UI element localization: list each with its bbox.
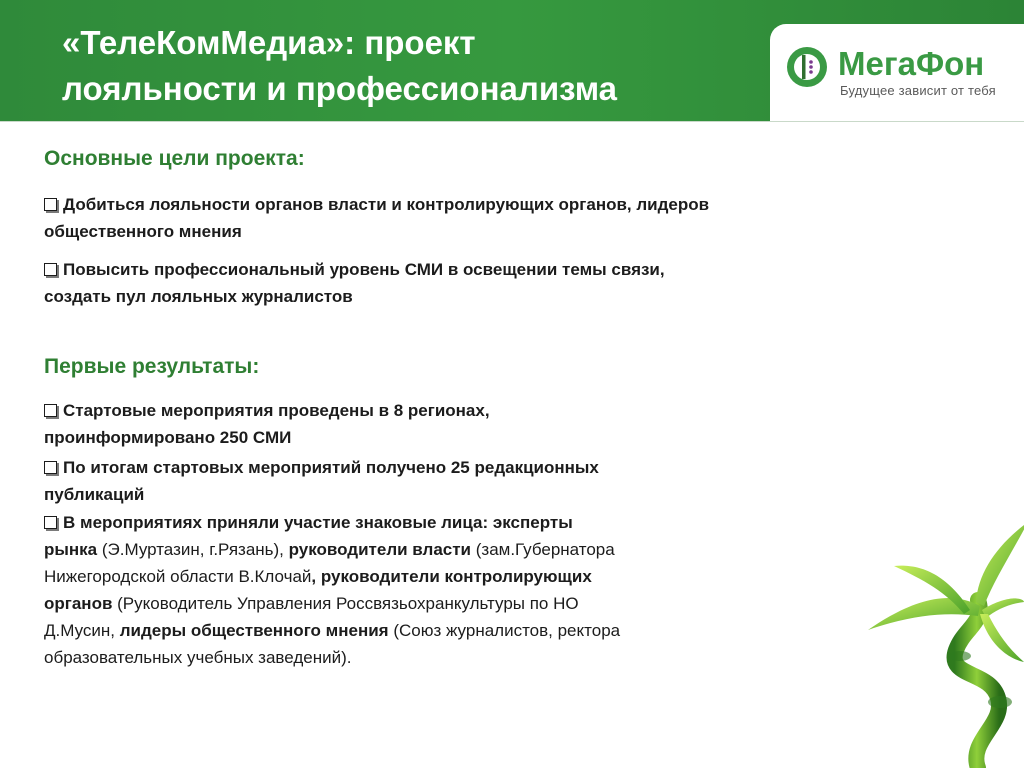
participants-opinion-note: (Союз журналистов, ректора	[388, 621, 621, 640]
participants-market-note: (Э.Муртазин, г.Рязань),	[97, 540, 289, 559]
megafon-logo-icon	[786, 46, 828, 88]
participants-market: рынка	[44, 540, 98, 559]
participants-regulators-name: Д.Мусин,	[44, 621, 120, 640]
result-item-3	[44, 509, 834, 671]
goal-1-line1: Добиться лояльности органов власти и контролирующих органов, лидеров	[63, 195, 710, 214]
goal-item-2	[44, 256, 954, 310]
header-bar	[0, 0, 1024, 122]
participants-intro: В мероприятиях приняли участие знаковые лица: эксперты	[63, 513, 573, 532]
participants-opinion-leaders: лидеры общественного мнения	[119, 621, 389, 640]
slide-title-line2: лояльности и профессионализма	[62, 70, 618, 107]
checkbox-bullet-icon	[44, 198, 57, 211]
slide-title-line1: «ТелеКомМедиа»: проект	[62, 24, 476, 61]
goal-2-line2: создать пул лояльных журналистов	[44, 287, 353, 306]
brand-logo	[770, 24, 1024, 121]
result-1-line2: проинформировано 250 СМИ	[44, 428, 292, 447]
brand-name: МегаФон	[838, 45, 985, 82]
checkbox-bullet-icon	[44, 461, 57, 474]
goal-1-line2: общественного мнения	[44, 222, 242, 241]
goal-item-1	[44, 191, 954, 245]
goals-heading: Основные цели проекта:	[44, 147, 305, 170]
result-2-line1: По итогам стартовых мероприятий получено 25 редакционных	[63, 458, 599, 477]
participants-opinion-note-cont: образовательных учебных заведений).	[44, 648, 352, 667]
participants-authorities: руководители власти	[288, 540, 472, 559]
checkbox-bullet-icon	[44, 516, 57, 529]
bamboo-plant-icon	[828, 510, 1024, 768]
goal-2-line1: Повысить профессиональный уровень СМИ в освещении темы связи,	[63, 260, 665, 279]
checkbox-bullet-icon	[44, 263, 57, 276]
participants-regulators-cont: органов	[44, 594, 113, 613]
result-1-line1: Стартовые мероприятия проведены в 8 регионах,	[63, 401, 490, 420]
brand-slogan: Будущее зависит от тебя	[840, 83, 996, 98]
participants-regulators-note: (Руководитель Управления Россвязьохранкультуры по НО	[112, 594, 579, 613]
results-heading: Первые результаты:	[44, 355, 260, 378]
result-item-2	[44, 454, 954, 508]
result-2-line2: публикаций	[44, 485, 145, 504]
checkbox-bullet-icon	[44, 404, 57, 417]
participants-authorities-note: (зам.Губернатора	[471, 540, 615, 559]
result-item-1	[44, 397, 954, 451]
participants-region: Нижегородской области В.Клочай	[44, 567, 312, 586]
participants-regulators: , руководители контролирующих	[311, 567, 592, 586]
slide-title	[62, 20, 762, 112]
